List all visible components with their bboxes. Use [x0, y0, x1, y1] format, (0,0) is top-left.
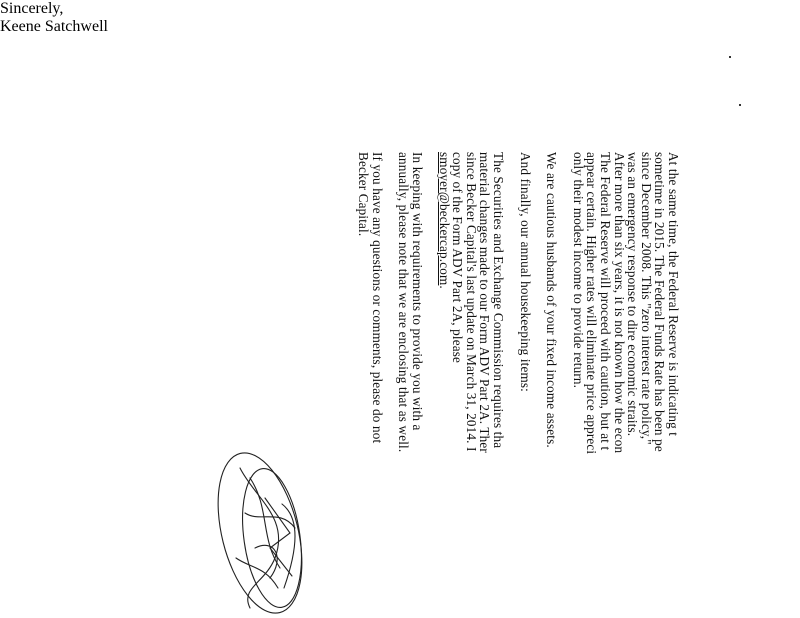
- text-line: material changes made to our Form ADV Part 2A. Ther: [477, 152, 493, 453]
- letter-body: [357, 152, 680, 618]
- text-line: After more than six years, it is not known how the econ: [611, 152, 627, 454]
- text-line: Becker Capital.: [356, 152, 372, 237]
- text-line: The Securities and Exchange Commission requires tha: [491, 152, 507, 449]
- scan-speck: [729, 56, 731, 58]
- signer-name: Keene Satchwell: [0, 18, 108, 35]
- paragraph-sec-form-adv: [437, 152, 505, 618]
- text-line: only their modest income to provide return.: [570, 152, 586, 389]
- scan-speck: [739, 104, 741, 106]
- text-line: The Federal Reserve will proceed with caution, but at t: [598, 152, 614, 451]
- text-line: since Becker Capital's last update on March 31, 2014. I: [463, 152, 479, 452]
- paragraph-housekeeping: [518, 152, 532, 618]
- text-line: At the same time, the Federal Reserve is indicating t: [666, 152, 681, 437]
- text-line: [437, 152, 451, 618]
- closing-salutation: Sincerely,: [0, 0, 64, 17]
- paragraph-questions: [357, 152, 384, 618]
- text-line: If you have any questions or comments, please do not: [369, 152, 385, 444]
- text-line: was an emergency response to dire economic straits.: [625, 152, 641, 437]
- text-line: since December 2008. This "zero interest rate policy,": [638, 152, 654, 445]
- email-link[interactable]: smoyer@beckercap.com: [436, 152, 452, 286]
- text-line: sometime in 2015. The Federal Funds Rate has been pe: [652, 152, 668, 452]
- text-line: annually, please note that we are enclosing that as well.: [396, 152, 412, 453]
- paragraph-cautious-husbands: [545, 152, 559, 618]
- text-line: appear certain. Higher rates will eliminate price appreci: [584, 152, 600, 455]
- handwritten-signature: [180, 438, 340, 618]
- text-line: We are cautious husbands of your fixed income assets.: [544, 152, 560, 448]
- email-suffix: .: [436, 285, 452, 289]
- paragraph-federal-reserve: [571, 152, 680, 618]
- text-line: And finally, our annual housekeeping items:: [517, 152, 533, 392]
- text-line: In keeping with requirements to provide you with a: [410, 152, 426, 431]
- paragraph-requirements: [397, 152, 424, 618]
- text-line: copy of the Form ADV Part 2A, please: [450, 152, 466, 363]
